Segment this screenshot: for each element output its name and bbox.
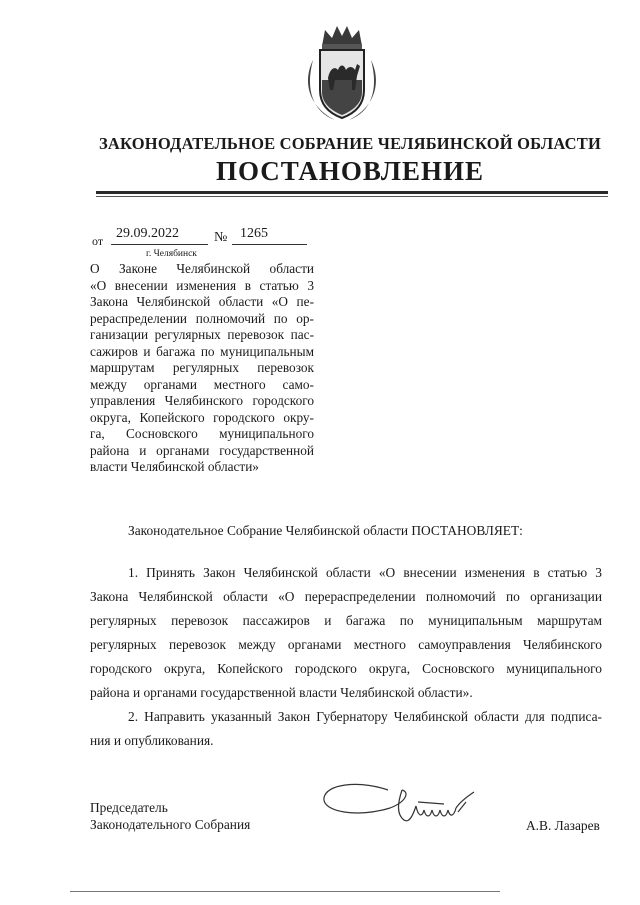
date-label: от bbox=[92, 234, 104, 248]
body-line: Закона Челябинской области «О перераспределении полномочий по организации bbox=[90, 589, 602, 604]
preamble-text: Законодательное Собрание Челябинской области ПОСТАНОВЛЯЕТ: bbox=[128, 523, 523, 538]
subject-line: между органами местного само- bbox=[90, 376, 314, 392]
document-subject bbox=[90, 261, 314, 476]
subject-line: сажиров и багажа по муниципальным bbox=[90, 343, 314, 359]
city-label: г. Челябинск bbox=[146, 249, 197, 259]
number-underline bbox=[232, 244, 307, 245]
subject-line: «О внесении изменения в статью 3 bbox=[90, 277, 314, 293]
number-value: 1265 bbox=[240, 226, 268, 241]
subject-line: О Законе Челябинской области bbox=[90, 261, 314, 276]
body-line: городского округа, Копейского городского округа, Сосновского муниципального bbox=[90, 661, 602, 676]
footer-divider bbox=[70, 891, 500, 892]
header-divider bbox=[96, 191, 608, 194]
body-line: регулярных перевозок пассажиров и багажа по муниципальным маршрутам bbox=[90, 613, 602, 628]
organization-title: ЗАКОНОДАТЕЛЬНОЕ СОБРАНИЕ ЧЕЛЯБИНСКОЙ ОБЛАСТИ bbox=[98, 134, 602, 153]
subject-line: управления Челябинского городского bbox=[90, 393, 314, 408]
signatory-position bbox=[90, 799, 250, 833]
body-line: района и органами государственной власти Челябинской области». bbox=[90, 685, 473, 700]
subject-line: округа, Копейского городского окру- bbox=[90, 409, 314, 425]
signatory-position-line: Законодательного Собрания bbox=[90, 817, 251, 832]
subject-line: района и органами государственной bbox=[90, 442, 314, 458]
signatory-position-line: Председатель bbox=[90, 800, 168, 815]
body-line: 1. Принять Закон Челябинской области «О внесении изменения в статью 3 bbox=[128, 565, 602, 580]
body-line: ния и опубликования. bbox=[90, 733, 214, 748]
subject-line: власти Челябинской области» bbox=[90, 459, 259, 474]
body-line: регулярных перевозок между органами местного самоуправления Челябинского bbox=[90, 637, 602, 652]
date-value: 29.09.2022 bbox=[116, 226, 179, 241]
signatory-name: А.В. Лазарев bbox=[526, 818, 600, 833]
body-line: 2. Направить указанный Закон Губернатору Челябинской области для подписа- bbox=[128, 709, 602, 724]
subject-line: маршрутам регулярных перевозок bbox=[90, 360, 314, 375]
number-label: № bbox=[214, 230, 228, 245]
document-type-title: ПОСТАНОВЛЕНИЕ bbox=[215, 156, 485, 186]
coat-of-arms-icon bbox=[295, 20, 389, 124]
subject-line: ганизации регулярных перевозок пас- bbox=[90, 327, 314, 342]
subject-line: Закона Челябинской области «О пе- bbox=[90, 294, 314, 309]
handwritten-signature bbox=[318, 772, 488, 834]
header-divider-thin bbox=[96, 196, 608, 197]
subject-line: га, Сосновского муниципального bbox=[90, 426, 314, 441]
subject-line: рераспределении полномочий по ор- bbox=[90, 310, 314, 326]
document-body bbox=[90, 561, 602, 753]
date-underline bbox=[111, 244, 208, 245]
